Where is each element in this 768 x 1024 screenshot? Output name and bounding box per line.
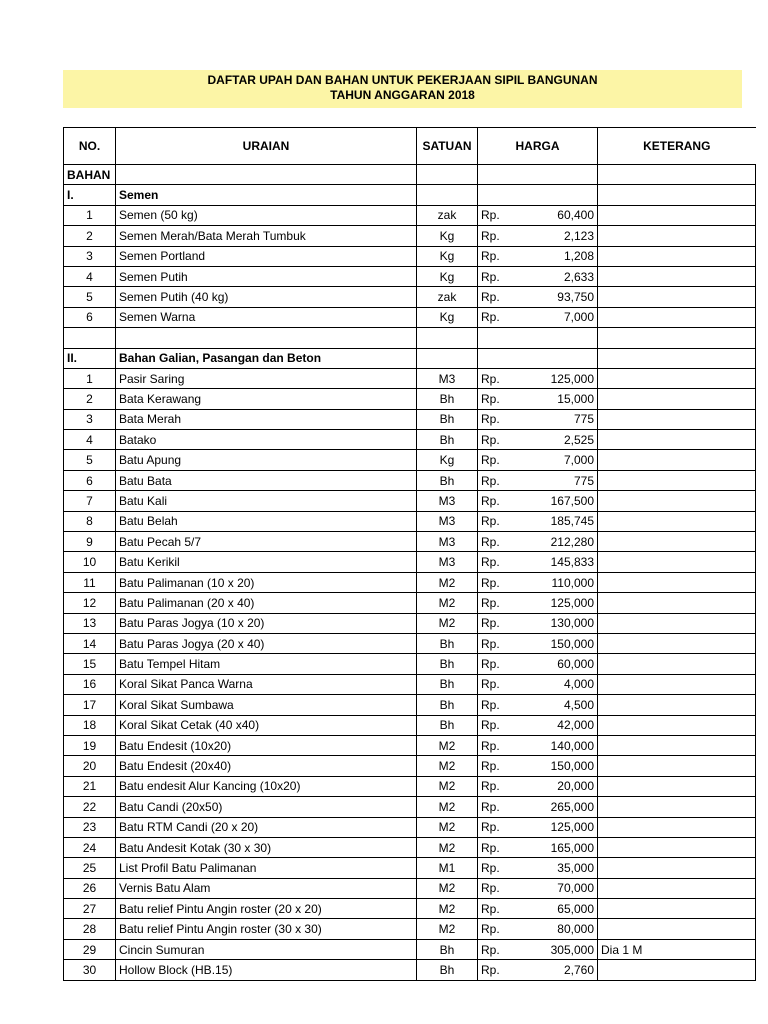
cell-keterangan xyxy=(598,205,756,225)
cell-keterangan xyxy=(598,307,756,327)
cell-keterangan xyxy=(598,450,756,470)
table-row xyxy=(64,246,756,266)
table-row xyxy=(64,552,756,572)
cell-satuan: M2 xyxy=(417,756,478,776)
cell-harga: 70,000 xyxy=(535,878,598,898)
cell-satuan: Bh xyxy=(417,430,478,450)
table-row xyxy=(64,756,756,776)
cell-no: 24 xyxy=(64,837,116,857)
cell-harga xyxy=(535,328,598,348)
table-row xyxy=(64,368,756,388)
cell-rp: Rp. xyxy=(478,532,535,552)
cell-rp: Rp. xyxy=(478,756,535,776)
cell-rp: Rp. xyxy=(478,246,535,266)
table-row xyxy=(64,735,756,755)
table-row xyxy=(64,266,756,286)
cell-harga: 60,400 xyxy=(535,205,598,225)
cell-satuan xyxy=(417,165,478,185)
cell-keterangan: Dia 1 M xyxy=(598,939,756,959)
cell-uraian: Batu Paras Jogya (10 x 20) xyxy=(116,613,417,633)
cell-harga: 775 xyxy=(535,409,598,429)
cell-no: 23 xyxy=(64,817,116,837)
header-no: NO. xyxy=(64,128,116,165)
cell-uraian: Semen Warna xyxy=(116,307,417,327)
cell-rp xyxy=(478,348,535,368)
cell-harga: 167,500 xyxy=(535,491,598,511)
cell-no: 9 xyxy=(64,532,116,552)
cell-no: 28 xyxy=(64,919,116,939)
cell-rp: Rp. xyxy=(478,858,535,878)
table-row xyxy=(64,695,756,715)
cell-no: 4 xyxy=(64,430,116,450)
cell-harga: 110,000 xyxy=(535,572,598,592)
cell-uraian: Batako xyxy=(116,430,417,450)
table-row xyxy=(64,776,756,796)
cell-satuan: Kg xyxy=(417,307,478,327)
cell-keterangan xyxy=(598,960,756,980)
cell-keterangan xyxy=(598,246,756,266)
table-row xyxy=(64,307,756,327)
section-number: II. xyxy=(64,348,116,368)
cell-satuan: M2 xyxy=(417,797,478,817)
cell-harga: 145,833 xyxy=(535,552,598,572)
cell-keterangan xyxy=(598,511,756,531)
cell-satuan: Bh xyxy=(417,715,478,735)
cell-rp: Rp. xyxy=(478,939,535,959)
cell-rp: Rp. xyxy=(478,307,535,327)
cell-satuan: M2 xyxy=(417,919,478,939)
cell-uraian: Koral Sikat Cetak (40 x40) xyxy=(116,715,417,735)
table-row xyxy=(64,939,756,959)
cell-rp: Rp. xyxy=(478,450,535,470)
cell-keterangan xyxy=(598,695,756,715)
cell-harga: 2,633 xyxy=(535,266,598,286)
table-row xyxy=(64,817,756,837)
cell-harga: 150,000 xyxy=(535,756,598,776)
cell-harga: 125,000 xyxy=(535,368,598,388)
cell-no: 30 xyxy=(64,960,116,980)
cell-satuan: M3 xyxy=(417,532,478,552)
cell-uraian: Batu Kerikil xyxy=(116,552,417,572)
cell-uraian: Semen Merah/Bata Merah Tumbuk xyxy=(116,226,417,246)
cell-harga: 7,000 xyxy=(535,450,598,470)
cell-satuan: Bh xyxy=(417,389,478,409)
cell-keterangan xyxy=(598,165,756,185)
cell-satuan: M2 xyxy=(417,899,478,919)
cell-no xyxy=(64,328,116,348)
cell-rp: Rp. xyxy=(478,491,535,511)
cell-rp: Rp. xyxy=(478,735,535,755)
cell-uraian: Hollow Block (HB.15) xyxy=(116,960,417,980)
cell-rp: Rp. xyxy=(478,389,535,409)
header-uraian: URAIAN xyxy=(116,128,417,165)
table-row xyxy=(64,470,756,490)
cell-satuan: M2 xyxy=(417,572,478,592)
cell-rp: Rp. xyxy=(478,430,535,450)
cell-keterangan xyxy=(598,776,756,796)
cell-uraian: Batu relief Pintu Angin roster (20 x 20) xyxy=(116,899,417,919)
cell-rp: Rp. xyxy=(478,695,535,715)
cell-harga: 4,500 xyxy=(535,695,598,715)
cell-rp: Rp. xyxy=(478,511,535,531)
cell-keterangan xyxy=(598,470,756,490)
cell-satuan xyxy=(417,328,478,348)
section-row xyxy=(64,185,756,205)
table-row xyxy=(64,858,756,878)
cell-keterangan xyxy=(598,348,756,368)
section-row xyxy=(64,165,756,185)
cell-satuan: Kg xyxy=(417,266,478,286)
cell-uraian: Koral Sikat Sumbawa xyxy=(116,695,417,715)
table-row xyxy=(64,389,756,409)
cell-rp: Rp. xyxy=(478,205,535,225)
table-row xyxy=(64,797,756,817)
cell-uraian: Semen Putih xyxy=(116,266,417,286)
table-row xyxy=(64,674,756,694)
table-row xyxy=(64,633,756,653)
cell-uraian: Batu Paras Jogya (20 x 40) xyxy=(116,633,417,653)
cell-uraian: Bata Kerawang xyxy=(116,389,417,409)
cell-no: 5 xyxy=(64,450,116,470)
cell-satuan: zak xyxy=(417,205,478,225)
cell-rp: Rp. xyxy=(478,470,535,490)
title-line-1: DAFTAR UPAH DAN BAHAN UNTUK PEKERJAAN SIPIL BANGUNAN xyxy=(207,73,598,87)
cell-keterangan xyxy=(598,858,756,878)
cell-uraian: Batu Endesit (20x40) xyxy=(116,756,417,776)
cell-satuan: M3 xyxy=(417,368,478,388)
cell-keterangan xyxy=(598,878,756,898)
cell-rp xyxy=(478,328,535,348)
price-table xyxy=(63,127,756,981)
cell-rp xyxy=(478,165,535,185)
cell-no: 18 xyxy=(64,715,116,735)
cell-keterangan xyxy=(598,899,756,919)
table-row xyxy=(64,878,756,898)
cell-harga: 125,000 xyxy=(535,593,598,613)
cell-harga: 775 xyxy=(535,470,598,490)
cell-satuan: Bh xyxy=(417,409,478,429)
section-row xyxy=(64,348,756,368)
section-number: BAHAN xyxy=(64,165,116,185)
cell-uraian: List Profil Batu Palimanan xyxy=(116,858,417,878)
cell-no: 27 xyxy=(64,899,116,919)
cell-no: 2 xyxy=(64,389,116,409)
cell-uraian: Batu endesit Alur Kancing (10x20) xyxy=(116,776,417,796)
cell-keterangan xyxy=(598,593,756,613)
cell-satuan: M3 xyxy=(417,511,478,531)
table-row xyxy=(64,511,756,531)
cell-uraian: Batu relief Pintu Angin roster (30 x 30) xyxy=(116,919,417,939)
title-line-2: TAHUN ANGGARAN 2018 xyxy=(330,88,475,102)
table-body xyxy=(64,165,756,981)
cell-uraian: Batu Kali xyxy=(116,491,417,511)
cell-harga xyxy=(535,165,598,185)
cell-satuan: M2 xyxy=(417,613,478,633)
cell-satuan: M3 xyxy=(417,491,478,511)
cell-keterangan xyxy=(598,674,756,694)
cell-satuan: M3 xyxy=(417,552,478,572)
cell-satuan: Kg xyxy=(417,226,478,246)
cell-uraian: Semen Putih (40 kg) xyxy=(116,287,417,307)
cell-satuan: Bh xyxy=(417,695,478,715)
cell-rp: Rp. xyxy=(478,837,535,857)
table-row xyxy=(64,715,756,735)
table-row xyxy=(64,450,756,470)
cell-harga: 4,000 xyxy=(535,674,598,694)
cell-satuan: Kg xyxy=(417,450,478,470)
cell-keterangan xyxy=(598,185,756,205)
cell-no: 17 xyxy=(64,695,116,715)
cell-harga: 80,000 xyxy=(535,919,598,939)
cell-keterangan xyxy=(598,389,756,409)
cell-uraian: Batu Bata xyxy=(116,470,417,490)
cell-no: 10 xyxy=(64,552,116,572)
table-row xyxy=(64,430,756,450)
cell-no: 11 xyxy=(64,572,116,592)
cell-keterangan xyxy=(598,409,756,429)
cell-no: 3 xyxy=(64,246,116,266)
cell-rp: Rp. xyxy=(478,552,535,572)
cell-no: 15 xyxy=(64,654,116,674)
cell-harga: 2,760 xyxy=(535,960,598,980)
table-row xyxy=(64,409,756,429)
cell-satuan: Bh xyxy=(417,633,478,653)
cell-harga: 35,000 xyxy=(535,858,598,878)
cell-harga: 130,000 xyxy=(535,613,598,633)
table-header-row xyxy=(64,128,756,165)
cell-satuan: Bh xyxy=(417,470,478,490)
cell-harga: 2,525 xyxy=(535,430,598,450)
cell-no: 16 xyxy=(64,674,116,694)
cell-harga: 1,208 xyxy=(535,246,598,266)
cell-keterangan xyxy=(598,633,756,653)
cell-satuan: M2 xyxy=(417,735,478,755)
section-title: Bahan Galian, Pasangan dan Beton xyxy=(116,348,417,368)
cell-keterangan xyxy=(598,837,756,857)
cell-satuan: Bh xyxy=(417,654,478,674)
section-title xyxy=(116,165,417,185)
cell-uraian: Batu Tempel Hitam xyxy=(116,654,417,674)
cell-rp: Rp. xyxy=(478,715,535,735)
table-row xyxy=(64,837,756,857)
cell-rp: Rp. xyxy=(478,633,535,653)
cell-harga: 150,000 xyxy=(535,633,598,653)
cell-no: 26 xyxy=(64,878,116,898)
cell-satuan: M2 xyxy=(417,878,478,898)
cell-rp xyxy=(478,185,535,205)
cell-harga: 305,000 xyxy=(535,939,598,959)
cell-satuan: Bh xyxy=(417,674,478,694)
document-title xyxy=(63,70,742,108)
cell-no: 20 xyxy=(64,756,116,776)
cell-harga: 185,745 xyxy=(535,511,598,531)
cell-uraian: Batu Pecah 5/7 xyxy=(116,532,417,552)
cell-keterangan xyxy=(598,797,756,817)
table-row xyxy=(64,613,756,633)
cell-harga: 60,000 xyxy=(535,654,598,674)
table-row xyxy=(64,572,756,592)
cell-uraian: Pasir Saring xyxy=(116,368,417,388)
cell-uraian: Batu Candi (20x50) xyxy=(116,797,417,817)
cell-rp: Rp. xyxy=(478,878,535,898)
table-row xyxy=(64,593,756,613)
cell-harga: 15,000 xyxy=(535,389,598,409)
cell-uraian: Batu Apung xyxy=(116,450,417,470)
cell-uraian: Batu Palimanan (10 x 20) xyxy=(116,572,417,592)
cell-harga: 65,000 xyxy=(535,899,598,919)
cell-no: 14 xyxy=(64,633,116,653)
cell-harga: 265,000 xyxy=(535,797,598,817)
cell-uraian: Semen Portland xyxy=(116,246,417,266)
table-row xyxy=(64,654,756,674)
cell-no: 1 xyxy=(64,205,116,225)
cell-rp: Rp. xyxy=(478,287,535,307)
cell-no: 22 xyxy=(64,797,116,817)
cell-keterangan xyxy=(598,368,756,388)
cell-rp: Rp. xyxy=(478,797,535,817)
cell-no: 6 xyxy=(64,307,116,327)
cell-no: 2 xyxy=(64,226,116,246)
header-satuan: SATUAN xyxy=(417,128,478,165)
cell-keterangan xyxy=(598,532,756,552)
cell-rp: Rp. xyxy=(478,368,535,388)
cell-uraian: Batu Belah xyxy=(116,511,417,531)
cell-harga xyxy=(535,348,598,368)
cell-keterangan xyxy=(598,572,756,592)
cell-no: 25 xyxy=(64,858,116,878)
table-row xyxy=(64,919,756,939)
table-row xyxy=(64,226,756,246)
header-keterangan: KETERANG xyxy=(598,128,756,165)
cell-rp: Rp. xyxy=(478,899,535,919)
cell-uraian: Semen (50 kg) xyxy=(116,205,417,225)
cell-no: 8 xyxy=(64,511,116,531)
cell-satuan: Bh xyxy=(417,939,478,959)
cell-uraian: Koral Sikat Panca Warna xyxy=(116,674,417,694)
header-harga: HARGA xyxy=(478,128,598,165)
table-row xyxy=(64,899,756,919)
cell-satuan: M2 xyxy=(417,817,478,837)
cell-satuan xyxy=(417,348,478,368)
cell-satuan: M1 xyxy=(417,858,478,878)
cell-keterangan xyxy=(598,430,756,450)
cell-satuan: M2 xyxy=(417,593,478,613)
cell-uraian: Bata Merah xyxy=(116,409,417,429)
blank-row xyxy=(64,328,756,348)
cell-no: 4 xyxy=(64,266,116,286)
cell-rp: Rp. xyxy=(478,572,535,592)
table-row xyxy=(64,532,756,552)
cell-harga: 20,000 xyxy=(535,776,598,796)
cell-keterangan xyxy=(598,715,756,735)
cell-harga: 7,000 xyxy=(535,307,598,327)
cell-rp: Rp. xyxy=(478,226,535,246)
cell-no: 13 xyxy=(64,613,116,633)
cell-keterangan xyxy=(598,919,756,939)
cell-uraian: Batu Palimanan (20 x 40) xyxy=(116,593,417,613)
price-table-container xyxy=(63,127,711,977)
cell-keterangan xyxy=(598,756,756,776)
cell-keterangan xyxy=(598,817,756,837)
cell-no: 12 xyxy=(64,593,116,613)
table-row xyxy=(64,205,756,225)
cell-satuan: M2 xyxy=(417,776,478,796)
cell-keterangan xyxy=(598,654,756,674)
cell-rp: Rp. xyxy=(478,919,535,939)
cell-keterangan xyxy=(598,226,756,246)
cell-keterangan xyxy=(598,552,756,572)
cell-uraian xyxy=(116,328,417,348)
table-row xyxy=(64,287,756,307)
cell-uraian: Batu Andesit Kotak (30 x 30) xyxy=(116,837,417,857)
cell-satuan xyxy=(417,185,478,205)
table-row xyxy=(64,491,756,511)
cell-rp: Rp. xyxy=(478,960,535,980)
cell-rp: Rp. xyxy=(478,654,535,674)
cell-keterangan xyxy=(598,613,756,633)
section-number: I. xyxy=(64,185,116,205)
cell-keterangan xyxy=(598,328,756,348)
cell-no: 6 xyxy=(64,470,116,490)
cell-harga: 42,000 xyxy=(535,715,598,735)
cell-satuan: M2 xyxy=(417,837,478,857)
cell-rp: Rp. xyxy=(478,409,535,429)
cell-keterangan xyxy=(598,266,756,286)
cell-harga: 93,750 xyxy=(535,287,598,307)
cell-no: 7 xyxy=(64,491,116,511)
cell-keterangan xyxy=(598,491,756,511)
section-title: Semen xyxy=(116,185,417,205)
cell-keterangan xyxy=(598,735,756,755)
cell-no: 3 xyxy=(64,409,116,429)
cell-uraian: Vernis Batu Alam xyxy=(116,878,417,898)
cell-satuan: zak xyxy=(417,287,478,307)
cell-no: 19 xyxy=(64,735,116,755)
cell-rp: Rp. xyxy=(478,776,535,796)
cell-rp: Rp. xyxy=(478,593,535,613)
cell-rp: Rp. xyxy=(478,817,535,837)
cell-uraian: Cincin Sumuran xyxy=(116,939,417,959)
cell-rp: Rp. xyxy=(478,266,535,286)
cell-uraian: Batu Endesit (10x20) xyxy=(116,735,417,755)
cell-harga xyxy=(535,185,598,205)
cell-satuan: Bh xyxy=(417,960,478,980)
cell-rp: Rp. xyxy=(478,674,535,694)
cell-harga: 2,123 xyxy=(535,226,598,246)
cell-harga: 212,280 xyxy=(535,532,598,552)
cell-rp: Rp. xyxy=(478,613,535,633)
cell-harga: 165,000 xyxy=(535,837,598,857)
cell-no: 1 xyxy=(64,368,116,388)
cell-uraian: Batu RTM Candi (20 x 20) xyxy=(116,817,417,837)
cell-keterangan xyxy=(598,287,756,307)
cell-no: 21 xyxy=(64,776,116,796)
table-row xyxy=(64,960,756,980)
cell-satuan: Kg xyxy=(417,246,478,266)
cell-harga: 140,000 xyxy=(535,735,598,755)
cell-harga: 125,000 xyxy=(535,817,598,837)
cell-no: 29 xyxy=(64,939,116,959)
cell-no: 5 xyxy=(64,287,116,307)
